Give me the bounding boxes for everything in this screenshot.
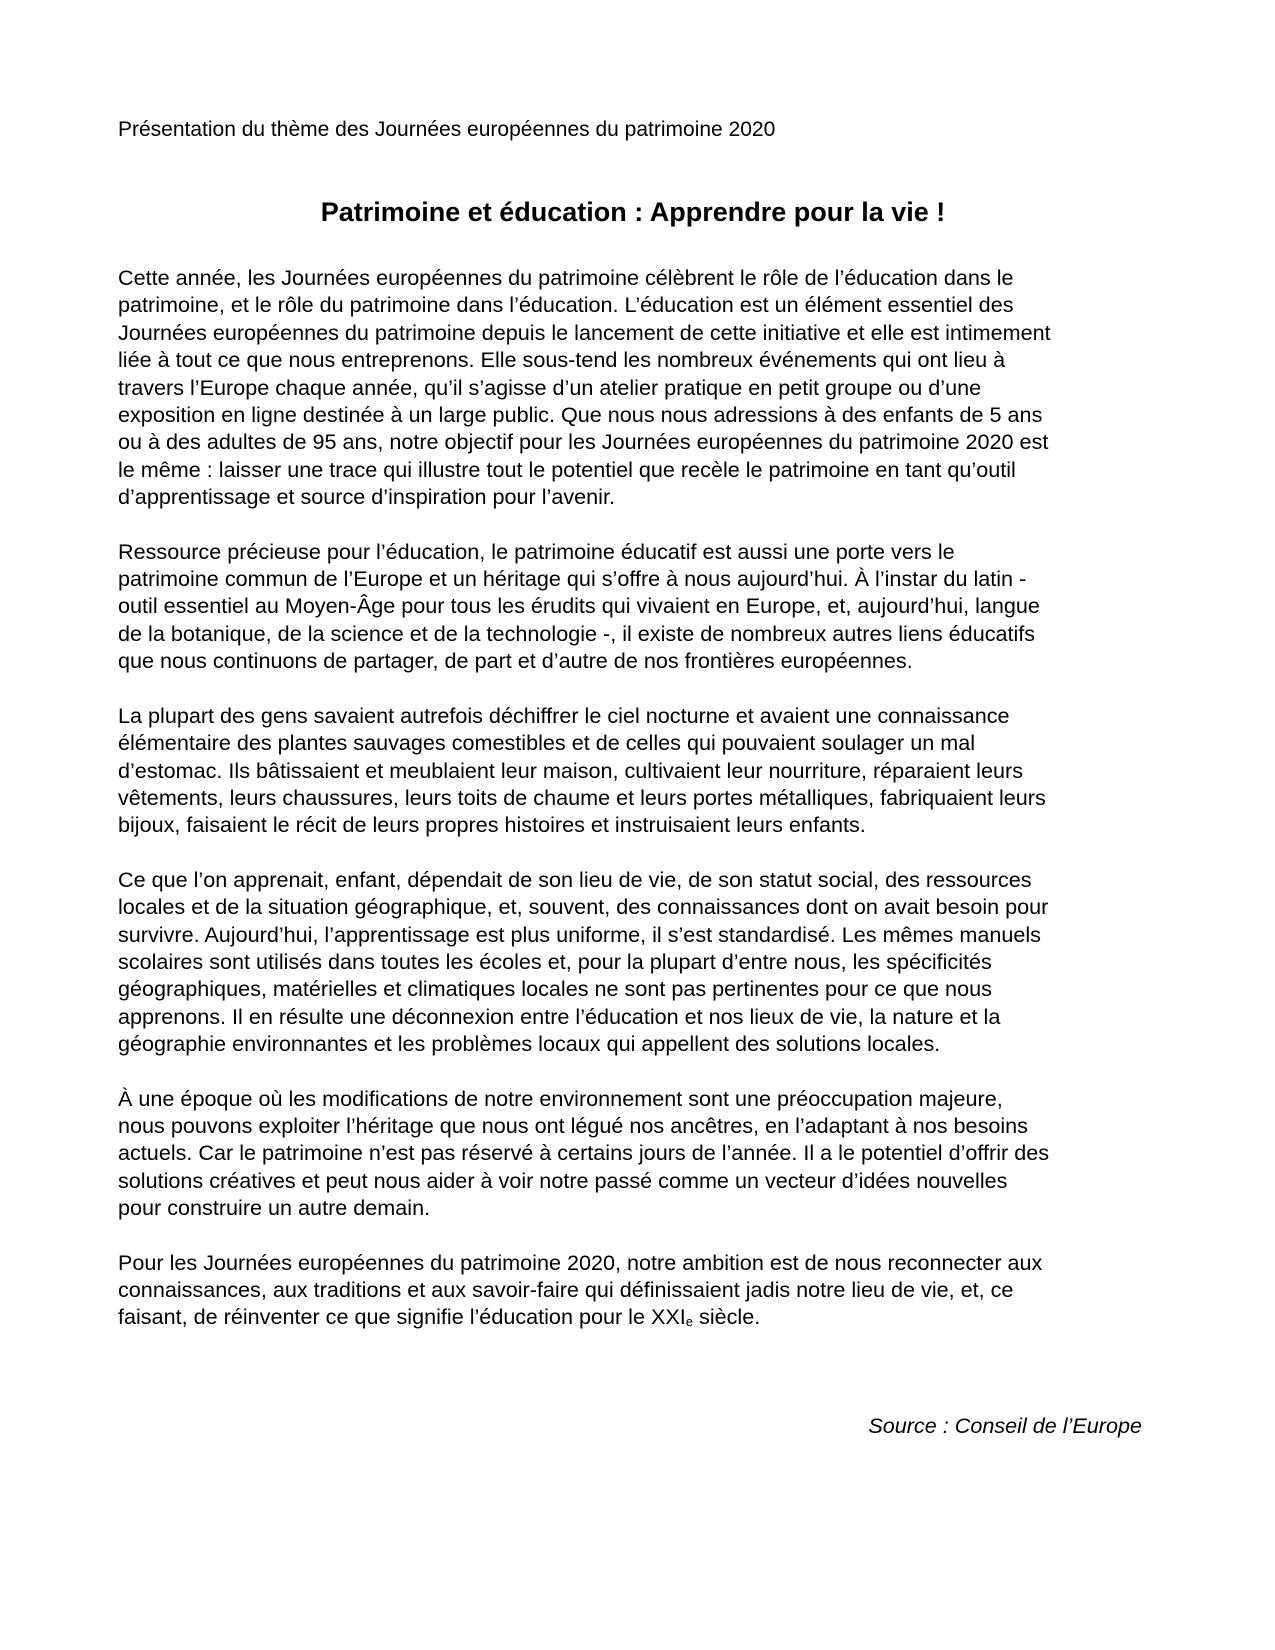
text-line: ou à des adultes de 95 ans, notre objectif pour les Journées européennes du patrimoine 2020 est (118, 429, 1049, 455)
paragraph-5 (118, 1085, 1178, 1222)
text-line: de la botanique, de la science et de la technologie -, il existe de nombreux autres liens éducatifs (118, 620, 1036, 646)
text-line: outil essentiel au Moyen-Âge pour tous les érudits qui vivaient en Europe, et, aujourd’hui, langue (118, 593, 1040, 619)
paragraph-6 (118, 1249, 1178, 1336)
text-line: exposition en ligne destinée à un large public. Que nous nous adressions à des enfants de 5 ans (118, 402, 1043, 428)
paragraph-3 (118, 702, 1178, 839)
document-title: Patrimoine et éducation : Apprendre pour la vie ! (320, 197, 946, 227)
text-line: le même : laisser une trace qui illustre tout le potentiel que recèle le patrimoine en tant qu’outil (118, 456, 1016, 482)
text-line: Pour les Journées européennes du patrimoine 2020, notre ambition est de nous reconnecter aux (118, 1249, 1043, 1275)
source-credit: Source : Conseil de l’Europe (868, 1413, 1142, 1438)
text-line: actuels. Car le patrimoine n’est pas réservé à certains jours de l’année. Il a le potentiel d’offrir des (118, 1140, 1050, 1166)
paragraph-1 (118, 264, 1178, 511)
text-line: liée à tout ce que nous entreprenons. Elle sous-tend les nombreux événements qui ont lieu à (118, 347, 1006, 373)
text-line: vêtements, leurs chaussures, leurs toits de chaume et leurs portes métalliques, fabriquaient leurs (118, 784, 1046, 810)
text-fragment: faisant, de réinventer ce que signifie l’éducation pour le XXI (118, 1304, 686, 1330)
text-line: solutions créatives et peut nous aider à voir notre passé comme un vecteur d’idées nouvelles (118, 1167, 1008, 1193)
text-line: scolaires sont utilisés dans toutes les écoles et, pour la plupart d’entre nous, les spécificités (118, 948, 992, 974)
text-line: d’estomac. Ils bâtissaient et meublaient leur maison, cultivaient leur nourriture, réparaient leurs (118, 757, 1023, 783)
text-line: élémentaire des plantes sauvages comestibles et de celles qui pouvaient soulager un mal (118, 730, 976, 756)
paragraph-2 (118, 538, 1178, 675)
century-superscript: e (685, 1314, 694, 1330)
text-line: géographiques, matérielles et climatiques locales ne sont pas pertinentes pour ce que nous (118, 976, 992, 1002)
text-line: que nous continuons de partager, de part et d’autre de nos frontières européennes. (118, 648, 913, 674)
text-line: Ressource précieuse pour l’éducation, le patrimoine éducatif est aussi une porte vers le (118, 538, 955, 564)
document-body (118, 264, 1178, 1363)
text-line: Cette année, les Journées européennes du patrimoine célèbrent le rôle de l’éducation dans le (118, 265, 1014, 290)
text-line: d’apprentissage et source d’inspiration pour l’avenir. (118, 484, 615, 510)
text-line: bijoux, faisaient le récit de leurs propres histoires et instruisaient leurs enfants. (118, 812, 866, 838)
text-line: patrimoine commun de l’Europe et un héritage qui s’offre à nous aujourd’hui. À l’instar du latin - (118, 566, 1027, 592)
text-line: survivre. Aujourd’hui, l’apprentissage est plus uniforme, il s’est standardisé. Les mêmes manuels (118, 921, 1041, 947)
text-line: connaissances, aux traditions et aux savoir-faire qui définissaient jadis notre lieu de vie, et, ce (118, 1277, 1014, 1302)
text-line: travers l’Europe chaque année, qu’il s’agisse d’un atelier pratique en petit groupe ou d’une (118, 374, 982, 400)
text-line: La plupart des gens savaient autrefois déchiffrer le ciel nocturne et avaient une connaissance (118, 702, 1010, 728)
text-line: patrimoine, et le rôle du patrimoine dans l’éducation. L’éducation est un élément essentiel des (118, 292, 1014, 318)
text-fragment: siècle. (693, 1304, 761, 1330)
text-line: apprenons. Il en résulte une déconnexion entre l’éducation et nos lieux de vie, la nature et la (118, 1003, 1001, 1029)
text-line: Ce que l’on apprenait, enfant, dépendait de son lieu de vie, de son statut social, des ressources (118, 866, 1032, 892)
paragraph-4 (118, 866, 1178, 1058)
text-line: nous pouvons exploiter l’héritage que nous ont légué nos ancêtres, en l’adaptant à nos besoins (118, 1112, 1028, 1138)
text-line: À une époque où les modifications de notre environnement sont une préoccupation majeure, (118, 1085, 1003, 1111)
text-line: pour construire un autre demain. (118, 1195, 431, 1221)
text-line: locales et de la situation géographique, et, souvent, des connaissances dont on avait besoin pour (118, 894, 1049, 920)
text-line: Journées européennes du patrimoine depuis le lancement de cette initiative et elle est intimement (118, 319, 1051, 345)
document-kicker: Présentation du thème des Journées européennes du patrimoine 2020 (118, 118, 776, 141)
text-line: géographie environnantes et les problèmes locaux qui appellent des solutions locales. (118, 1031, 941, 1057)
text-line-last (118, 1303, 1178, 1335)
